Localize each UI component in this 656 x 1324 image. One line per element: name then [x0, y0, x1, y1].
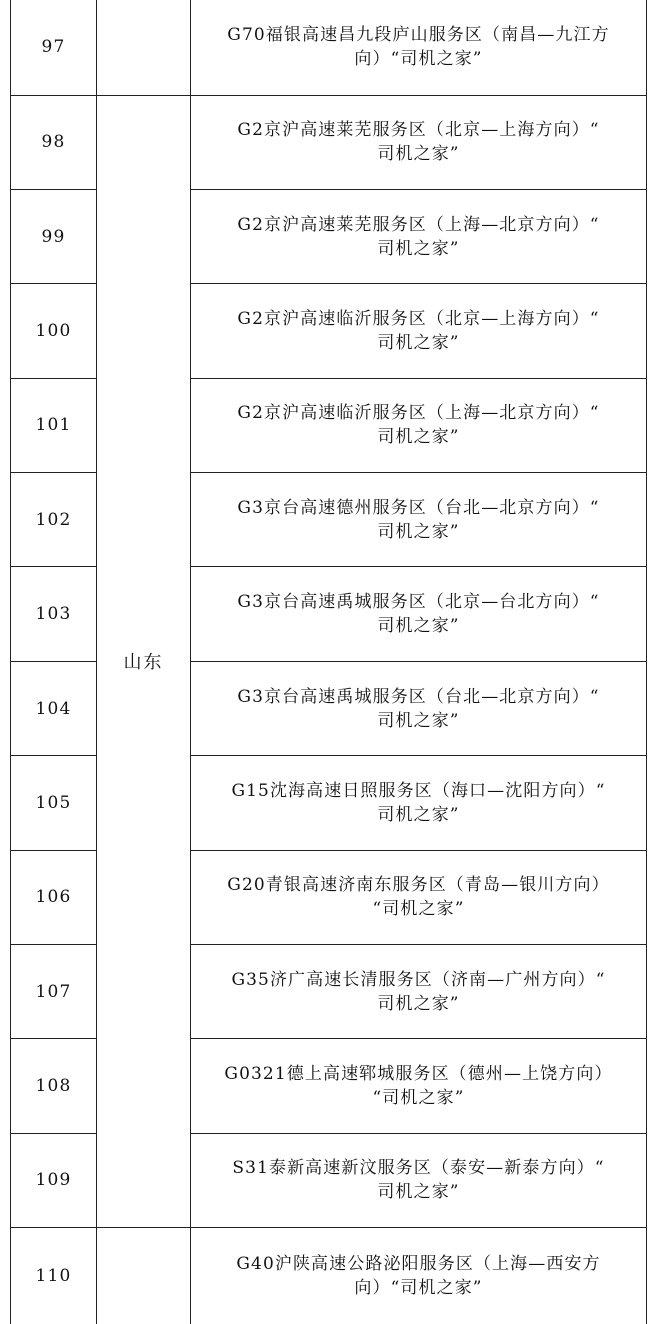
service-area-name	[191, 378, 647, 472]
row-number: 107	[11, 945, 97, 1039]
service-area-name	[191, 661, 647, 755]
name-line-2: 向）“司机之家”	[354, 49, 483, 70]
name-line-2: 司机之家”	[377, 616, 460, 637]
name-line-2: 司机之家”	[377, 427, 460, 448]
service-area-name	[191, 756, 647, 850]
row-number: 105	[11, 756, 97, 850]
row-number: 106	[11, 850, 97, 944]
service-area-name	[191, 189, 647, 283]
row-number: 100	[11, 284, 97, 378]
service-area-table	[10, 0, 647, 1324]
service-area-name	[191, 850, 647, 944]
row-number: 97	[11, 0, 97, 95]
name-line-1: G3京台高速禹城服务区（台北—北京方向）“	[237, 686, 600, 707]
name-line-2: 司机之家”	[377, 710, 460, 731]
service-area-name	[191, 473, 647, 567]
row-number: 101	[11, 378, 97, 472]
name-line-1: G3京台高速德州服务区（台北—北京方向）“	[237, 497, 600, 518]
row-number: 98	[11, 95, 97, 189]
name-line-1: G3京台高速禹城服务区（北京—台北方向）“	[237, 592, 600, 613]
name-line-2: 司机之家”	[377, 238, 460, 259]
name-line-1: G40沪陕高速公路泌阳服务区（上海—西安方	[236, 1253, 601, 1274]
name-line-2: 司机之家”	[377, 804, 460, 825]
name-line-1: G35济广高速长清服务区（济南—广州方向）“	[231, 969, 606, 990]
service-area-name	[191, 284, 647, 378]
row-number: 109	[11, 1133, 97, 1227]
name-line-1: G2京沪高速临沂服务区（上海—北京方向）“	[237, 403, 600, 424]
row-number: 103	[11, 567, 97, 661]
service-area-name	[191, 0, 647, 95]
row-number: 99	[11, 189, 97, 283]
name-line-2: 向）“司机之家”	[354, 1277, 483, 1298]
service-area-name	[191, 1039, 647, 1133]
name-line-1: G20青银高速济南东服务区（青岛—银川方向）	[227, 875, 610, 896]
name-line-1: G0321德上高速郓城服务区（德州—上饶方向）	[224, 1064, 613, 1085]
province-cell: 山东	[97, 95, 191, 1228]
service-area-name	[191, 1228, 647, 1324]
name-line-2: “司机之家”	[372, 1088, 465, 1109]
name-line-2: “司机之家”	[372, 899, 465, 920]
table-row	[11, 0, 647, 95]
name-line-2: 司机之家”	[377, 332, 460, 353]
row-number: 110	[11, 1228, 97, 1324]
service-area-name	[191, 95, 647, 189]
service-area-name	[191, 1133, 647, 1227]
name-line-2: 司机之家”	[377, 1182, 460, 1203]
province-cell	[97, 1228, 191, 1324]
table-row	[11, 1228, 647, 1324]
name-line-1: G2京沪高速莱芜服务区（上海—北京方向）“	[237, 214, 600, 235]
service-area-name	[191, 567, 647, 661]
row-number: 104	[11, 661, 97, 755]
name-line-1: G2京沪高速临沂服务区（北京—上海方向）“	[237, 308, 600, 329]
row-number: 108	[11, 1039, 97, 1133]
service-area-name	[191, 945, 647, 1039]
name-line-2: 司机之家”	[377, 521, 460, 542]
name-line-2: 司机之家”	[377, 993, 460, 1014]
name-line-2: 司机之家”	[377, 144, 460, 165]
name-line-1: G70福银高速昌九段庐山服务区（南昌—九江方	[227, 25, 610, 46]
province-cell	[97, 0, 191, 95]
row-number: 102	[11, 473, 97, 567]
name-line-1: S31泰新高速新汶服务区（泰安—新泰方向）“	[232, 1158, 605, 1179]
table-row	[11, 95, 647, 189]
name-line-1: G2京沪高速莱芜服务区（北京—上海方向）“	[237, 120, 600, 141]
name-line-1: G15沈海高速日照服务区（海口—沈阳方向）“	[231, 780, 606, 801]
